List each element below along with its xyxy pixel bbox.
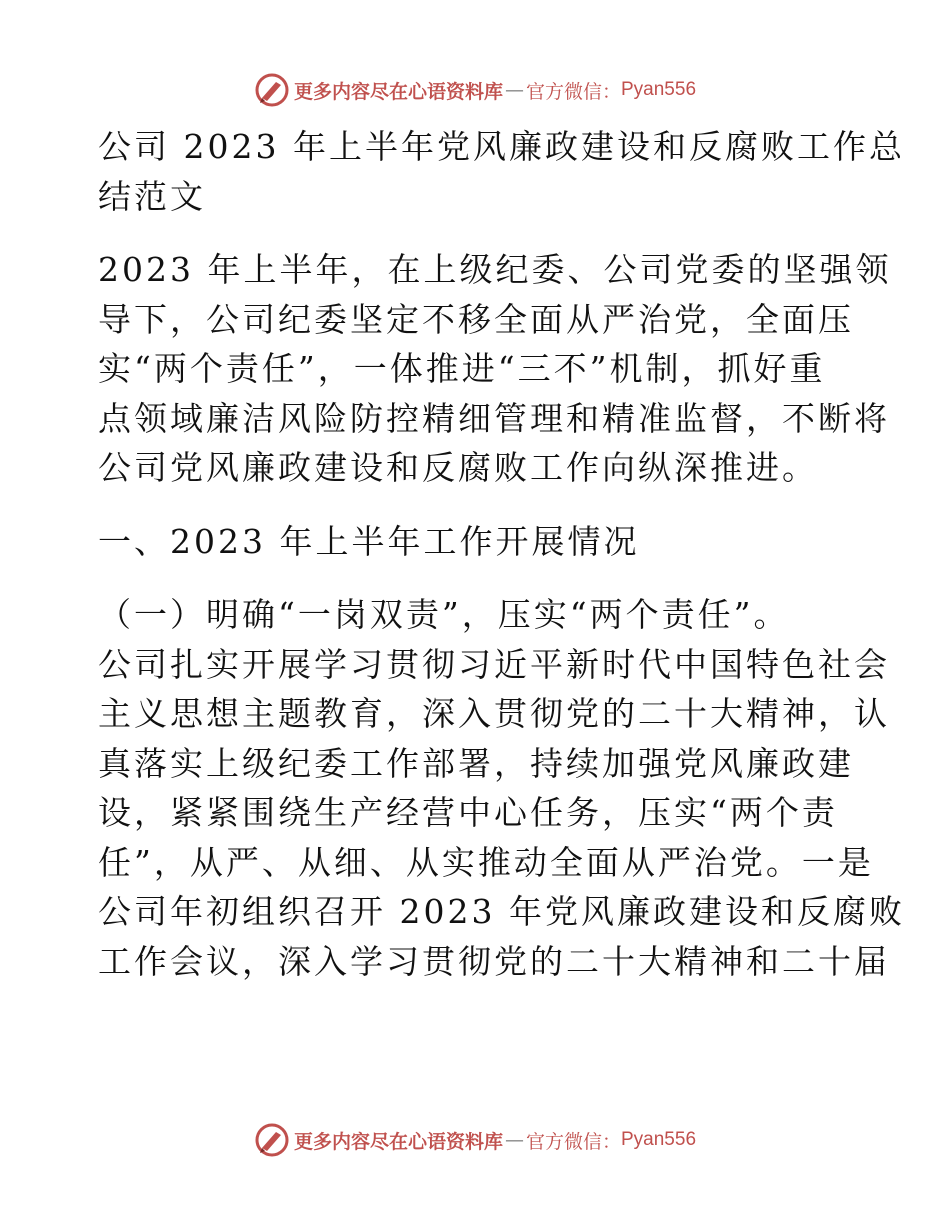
intro-line: 2023 年上半年，在上级纪委、公司党委的坚强领 bbox=[98, 250, 892, 289]
watermark-official-label: 官方微信： bbox=[525, 80, 621, 103]
pen-logo-icon bbox=[254, 1122, 290, 1158]
watermark-bottom bbox=[0, 1120, 950, 1160]
section-heading: 一、2023 年上半年工作开展情况 bbox=[98, 521, 640, 561]
watermark-site-text: 更多内容尽在心语资料库 bbox=[293, 1130, 503, 1153]
subsection-line: 公司年初组织召开 2023 年党风廉政建设和反腐败 bbox=[98, 892, 905, 931]
title-line-2: 结范文 bbox=[98, 176, 206, 216]
document-body bbox=[98, 122, 905, 986]
pen-logo-icon bbox=[254, 72, 290, 108]
subsection-line: 公司扎实开展学习贯彻习近平新时代中国特色社会 bbox=[98, 644, 890, 684]
watermark-top bbox=[0, 70, 950, 110]
watermark-wechat-id: Pyan556 bbox=[621, 79, 697, 100]
intro-line: 实“两个责任”，一体推进“三不”机制，抓好重 bbox=[98, 349, 826, 388]
intro-line: 点领域廉洁风险防控精细管理和精准监督，不断将 bbox=[98, 398, 890, 438]
watermark-dash: — bbox=[504, 79, 524, 101]
watermark-wechat-id: Pyan556 bbox=[621, 1129, 697, 1150]
spacer bbox=[98, 566, 858, 590]
spacer bbox=[98, 493, 858, 517]
spacer bbox=[98, 221, 858, 245]
subsection-line: 设，紧紧围绕生产经营中心任务，压实“两个责 bbox=[98, 793, 838, 832]
watermark-dash: — bbox=[504, 1129, 524, 1151]
intro-line: 导下，公司纪委坚定不移全面从严治党，全面压 bbox=[98, 299, 854, 339]
subsection-line: 工作会议，深入学习贯彻党的二十大精神和二十届 bbox=[98, 941, 890, 981]
title-line-1: 公司 2023 年上半年党风廉政建设和反腐败工作总 bbox=[98, 127, 905, 166]
subsection-line: 真落实上级纪委工作部署，持续加强党风廉政建 bbox=[98, 743, 854, 783]
subsection-line: （一）明确“一岗双责”，压实“两个责任”。 bbox=[98, 595, 790, 634]
subsection-line: 任”，从严、从细、从实推动全面从严治党。一是 bbox=[98, 842, 874, 882]
intro-line: 公司党风廉政建设和反腐败工作向纵深推进。 bbox=[98, 448, 818, 487]
subsection-line: 主义思想主题教育，深入贯彻党的二十大精神，认 bbox=[98, 694, 890, 733]
watermark-site-text: 更多内容尽在心语资料库 bbox=[293, 80, 503, 103]
watermark-official-label: 官方微信： bbox=[525, 1130, 621, 1153]
